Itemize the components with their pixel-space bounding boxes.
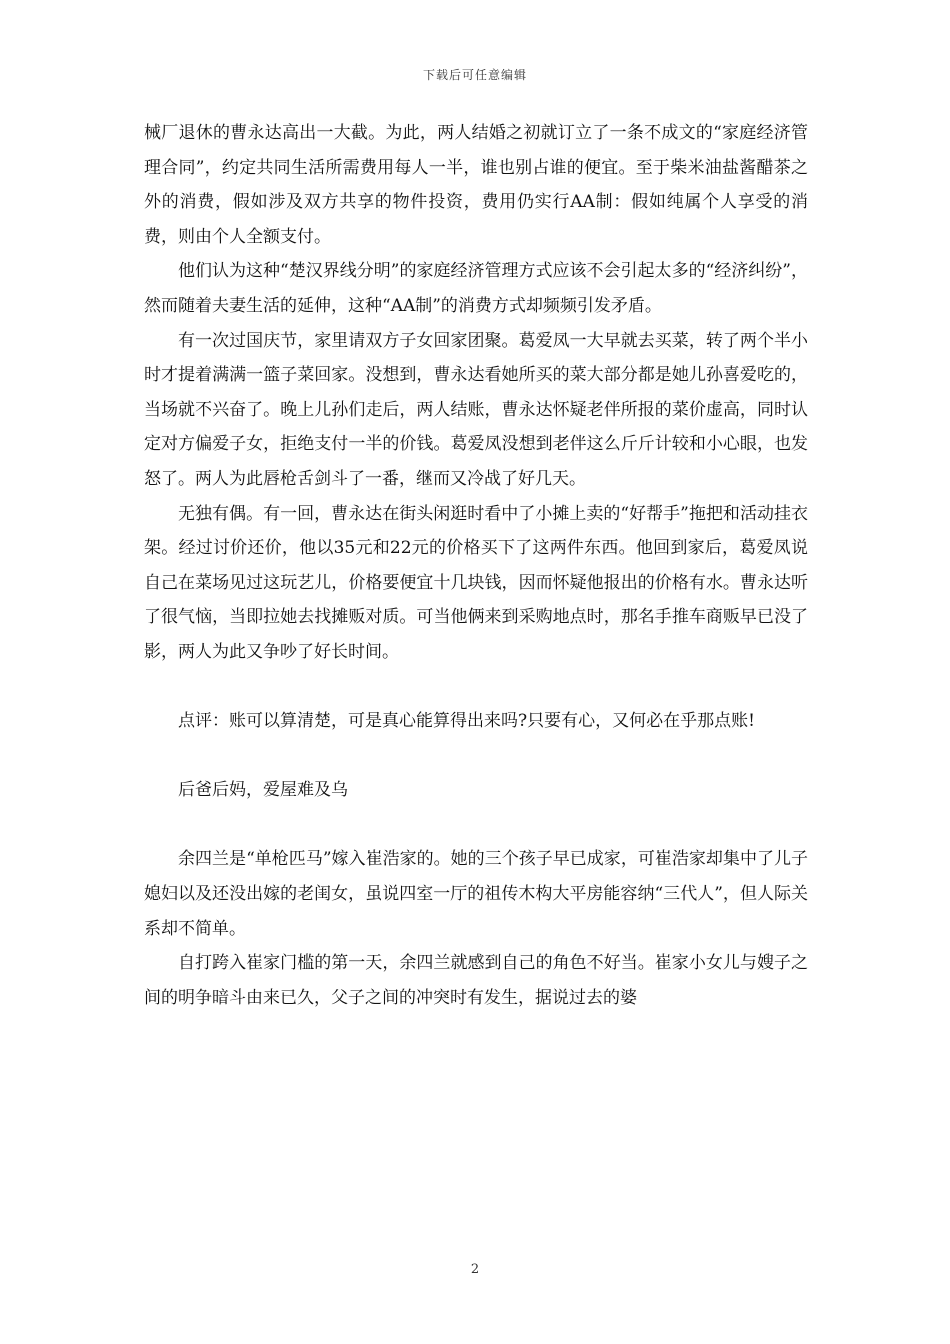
spacer — [144, 670, 808, 705]
document-body — [144, 116, 808, 1015]
spacer — [144, 808, 808, 843]
paragraph-commentary: 点评：账可以算清楚，可是真心能算得出来吗?只要有心，又何必在乎那点账! — [178, 711, 755, 732]
spacer — [144, 739, 808, 774]
paragraph-6: 自打跨入崔家门槛的第一天，余四兰就感到自己的角色不好当。崔家小女儿与嫂子之间的明争暗斗由来已久，父子之间的冲突时有发生，据说过去的婆 — [144, 953, 808, 1008]
page-header: 下载后可任意编辑 — [422, 68, 527, 82]
paragraph-2: 他们认为这种“楚汉界线分明”的家庭经济管理方式应该不会引起太多的“经济纠纷”，然而随着夫妻生活的延伸，这种“AA制”的消费方式却频频引发矛盾。 — [144, 261, 808, 316]
section-heading: 后爸后妈，爱屋难及乌 — [178, 780, 348, 801]
paragraph-5: 余四兰是“单枪匹马”嫁入崔浩家的。她的三个孩子早已成家，可崔浩家却集中了儿子媳妇以及还没出嫁的老闺女，虽说四室一厅的祖传木构大平房能容纳“三代人”，但人际关系却不简单。 — [144, 849, 808, 939]
paragraph-3: 有一次过国庆节，家里请双方子女回家团聚。葛爱凤一大早就去买菜，转了两个半小时才提着满满一篮子菜回家。没想到，曹永达看她所买的菜大部分都是她儿孙喜爱吃的，当场就不兴奋了。晚上儿孙们走后，两人结账，曹永达怀疑老伴所报的菜价虚高，同时认定对方偏爱子女，拒绝支付一半的价钱。葛爱凤没想到老伴这么斤斤计较和小心眼，也发怒了。两人为此唇枪舌剑斗了一番，继而又冷战了好几天。 — [144, 330, 808, 489]
paragraph-1: 械厂退休的曹永达高出一大截。为此，两人结婚之初就订立了一条不成文的“家庭经济管理合同”，约定共同生活所需费用每人一半，谁也别占谁的便宜。至于柴米油盐酱醋茶之外的消费，假如涉及双方共享的物件投资，费用仍实行AA制：假如纯属个人享受的消费，则由个人全额支付。 — [144, 123, 808, 247]
paragraph-4: 无独有偶。有一回，曹永达在街头闲逛时看中了小摊上卖的“好帮手”拖把和活动挂衣架。经过讨价还价，他以35元和22元的价格买下了这两件东西。他回到家后，葛爱凤说自己在菜场见过这玩艺儿，价格要便宜十几块钱，因而怀疑他报出的价格有水。曹永达听了很气恼，当即拉她去找摊贩对质。可当他俩来到采购地点时，那名手推车商贩早已没了影，两人为此又争吵了好长时间。 — [144, 503, 808, 662]
page-number: 2 — [470, 1262, 480, 1277]
